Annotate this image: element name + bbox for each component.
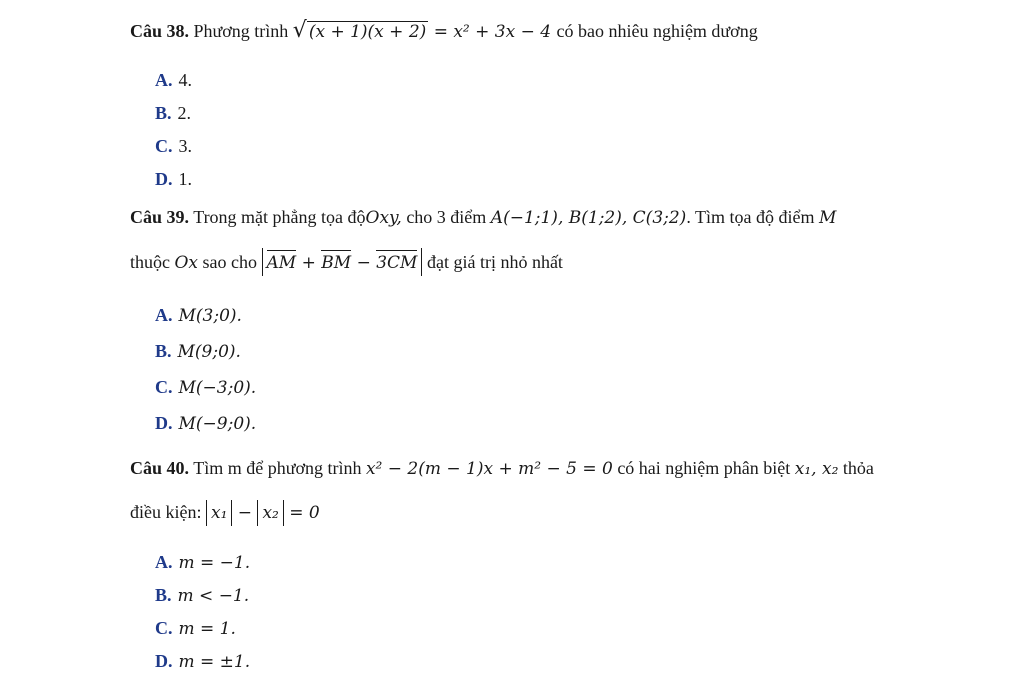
sqrt-symbol: √: [292, 18, 307, 43]
q40-text2: có hai nghiệm phân biệt: [617, 458, 791, 478]
q39-math-m: M: [818, 208, 837, 228]
q39-option-a[interactable]: [155, 305, 242, 326]
question-38-label: Câu 38.: [130, 21, 190, 41]
q39-text2: cho 3 điểm: [406, 207, 487, 227]
q39-option-c[interactable]: [155, 377, 256, 398]
vector-bm: BM: [321, 250, 351, 274]
q40-text3: thỏa: [842, 458, 874, 478]
q40-roots: x₁, x₂: [794, 459, 839, 479]
q38-option-d[interactable]: [155, 169, 192, 190]
option-letter: B.: [155, 103, 172, 123]
q39-text3: . Tìm tọa độ điểm: [686, 207, 815, 227]
question-40-stem-line2: [130, 500, 320, 526]
option-text: 4.: [178, 70, 192, 90]
question-40-label: Câu 40.: [130, 458, 190, 478]
q40-equation: x² − 2(m − 1)x + m² − 5 = 0: [365, 459, 613, 479]
q40-option-a[interactable]: [155, 552, 250, 573]
q40-option-d[interactable]: [155, 651, 250, 672]
option-letter: A.: [155, 552, 173, 572]
option-letter: C.: [155, 618, 173, 638]
q39-math-oxy: Oxy,: [365, 208, 402, 228]
q39-text-end: đạt giá trị nhỏ nhất: [426, 252, 563, 272]
q39-option-b[interactable]: [155, 341, 241, 362]
option-text: m = ±1.: [178, 652, 251, 672]
equals-zero: = 0: [289, 503, 320, 523]
q38-option-b[interactable]: [155, 103, 191, 124]
question-38-text: Phương trình: [193, 21, 289, 41]
q38-option-a[interactable]: [155, 70, 192, 91]
q40-option-c[interactable]: [155, 618, 236, 639]
abs-x2: x₂: [257, 500, 283, 526]
abs-x1: x₁: [206, 500, 232, 526]
option-text: M(3;0).: [178, 306, 242, 326]
option-letter: C.: [155, 136, 173, 156]
q40-option-b[interactable]: [155, 585, 249, 606]
option-text: M(−9;0).: [178, 414, 257, 434]
q38-option-c[interactable]: [155, 136, 192, 157]
option-letter: A.: [155, 305, 173, 325]
option-letter: D.: [155, 651, 173, 671]
question-38-equation: [292, 18, 557, 43]
question-39-stem-line1: [130, 207, 836, 228]
option-text: 2.: [177, 103, 192, 123]
q40-condition: [206, 503, 320, 523]
option-text: m = 1.: [178, 619, 236, 639]
option-text: 3.: [178, 136, 192, 156]
vector-sum-abs: [262, 248, 423, 276]
question-39-stem-line2: [130, 248, 563, 276]
option-text: M(−3;0).: [178, 378, 257, 398]
q39-text: Trong mặt phẳng tọa độ: [193, 207, 366, 227]
vector-3cm: 3CM: [376, 250, 417, 274]
minus-sign: −: [356, 253, 371, 273]
option-letter: A.: [155, 70, 173, 90]
option-text: m = −1.: [178, 553, 251, 573]
equation-rhs: = x² + 3x − 4: [433, 22, 552, 42]
q39-text-saocho: sao cho: [202, 252, 258, 272]
option-text: M(9;0).: [177, 342, 241, 362]
q40-condition-label: điều kiện:: [130, 502, 202, 522]
sqrt-radicand: (x + 1)(x + 2): [308, 22, 427, 42]
question-39-label: Câu 39.: [130, 207, 190, 227]
q40-text: Tìm m để phương trình: [193, 458, 362, 478]
q39-points: A(−1;1), B(1;2), C(3;2): [490, 208, 687, 228]
option-letter: C.: [155, 377, 173, 397]
option-letter: D.: [155, 413, 173, 433]
option-text: m < −1.: [177, 586, 250, 606]
minus-sign: −: [237, 503, 253, 523]
plus-sign: +: [301, 253, 316, 273]
option-text: 1.: [178, 169, 192, 189]
q39-option-d[interactable]: [155, 413, 256, 434]
option-letter: B.: [155, 341, 172, 361]
q39-math-ox: Ox: [174, 253, 199, 273]
question-38-stem: [130, 18, 758, 43]
question-40-stem-line1: [130, 458, 874, 479]
option-letter: B.: [155, 585, 172, 605]
vector-am: AM: [267, 250, 297, 274]
q39-text-thuoc: thuộc: [130, 252, 170, 272]
question-38-text-after: có bao nhiêu nghiệm dương: [556, 21, 758, 41]
option-letter: D.: [155, 169, 173, 189]
